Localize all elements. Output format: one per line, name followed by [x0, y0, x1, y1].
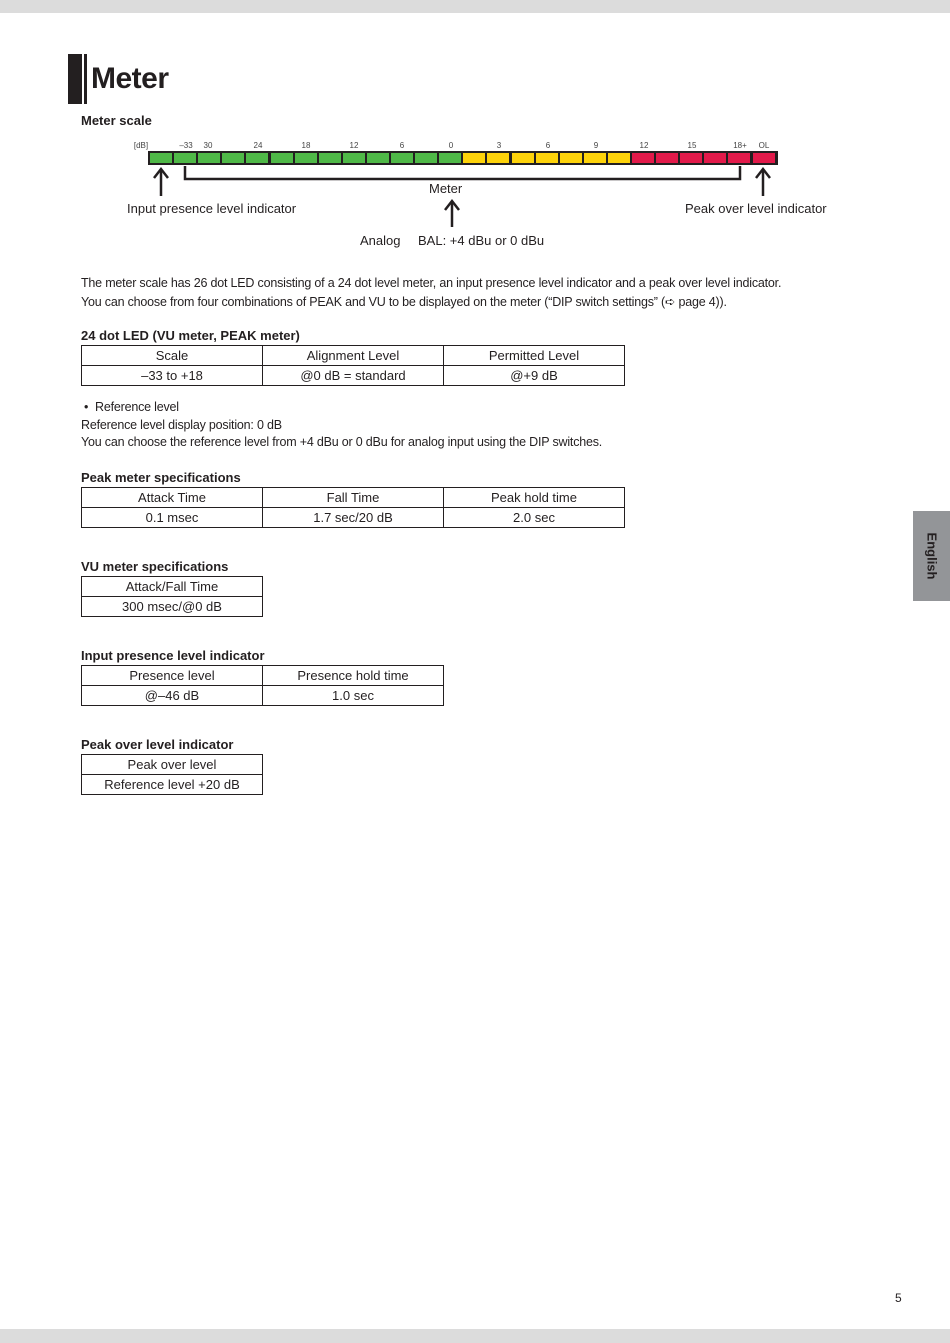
peak-header-hold: Peak hold time: [444, 488, 625, 508]
reference-line-2: You can choose the reference level from +4 dBu or 0 dBu for analog input using the DIP switches.: [81, 435, 603, 449]
dot-led-header-alignment: Alignment Level: [263, 346, 444, 366]
vu-value-attack-fall: 300 msec/@0 dB: [82, 597, 263, 617]
peak-header-fall: Fall Time: [263, 488, 444, 508]
peak-header-attack: Attack Time: [82, 488, 263, 508]
dot-led-header-permitted: Permitted Level: [444, 346, 625, 366]
language-tab[interactable]: [913, 511, 950, 601]
peak-over-heading: Peak over level indicator: [81, 737, 234, 752]
page-number: 5: [895, 1291, 902, 1305]
presence-value-hold: 1.0 sec: [263, 686, 444, 706]
page-title: Meter: [91, 62, 169, 95]
reference-bullet: •: [84, 400, 89, 414]
meter-tick-label: 15: [687, 141, 697, 150]
dot-led-heading: 24 dot LED (VU meter, PEAK meter): [81, 328, 300, 343]
input-presence-heading: Input presence level indicator: [81, 648, 265, 663]
meter-tick-label: 24: [253, 141, 263, 150]
peak-over-table: [81, 754, 263, 795]
meter-tick-label: 6: [399, 141, 405, 150]
vu-meter-heading: VU meter specifications: [81, 559, 229, 574]
dot-led-value-alignment: @0 dB = standard: [263, 366, 444, 386]
db-unit-label: [dB]: [133, 141, 149, 150]
peak-meter-table: [81, 487, 625, 528]
bal-label: BAL: +4 dBu or 0 dBu: [418, 233, 545, 248]
dot-led-value-scale: –33 to +18: [82, 366, 263, 386]
meter-tick-label: 6: [545, 141, 551, 150]
dot-led-table: [81, 345, 625, 386]
meter-tick-label: 12: [639, 141, 649, 150]
meter-diagram: [0, 0, 950, 260]
presence-header-level: Presence level: [82, 666, 263, 686]
meter-tick-label: 18: [301, 141, 311, 150]
peak-value-attack: 0.1 msec: [82, 508, 263, 528]
peak-value-hold: 2.0 sec: [444, 508, 625, 528]
input-presence-table: [81, 665, 444, 706]
vu-meter-table: [81, 576, 263, 617]
meter-tick-label: 12: [349, 141, 359, 150]
peak-value-fall: 1.7 sec/20 dB: [263, 508, 444, 528]
meter-label: Meter: [429, 181, 463, 196]
bottom-band: [0, 1329, 950, 1343]
meter-arrows: [0, 0, 950, 260]
presence-value-level: @–46 dB: [82, 686, 263, 706]
input-presence-label: Input presence level indicator: [127, 201, 297, 216]
language-tab-label: English: [924, 532, 939, 580]
meter-tick-label: 9: [593, 141, 599, 150]
analog-label: Analog: [360, 233, 401, 248]
vu-header-attack-fall: Attack/Fall Time: [82, 577, 263, 597]
peak-over-label: Peak over level indicator: [685, 201, 827, 216]
peak-over-header: Peak over level: [82, 755, 263, 775]
intro-line-2: You can choose from four combinations of PEAK and VU to be displayed on the meter (“DIP switch settings” (➪ page 4)).: [81, 295, 727, 309]
peak-meter-heading: Peak meter specifications: [81, 470, 241, 485]
meter-tick-label: 3: [496, 141, 502, 150]
meter-scale-heading: Meter scale: [81, 113, 152, 128]
intro-line-1: The meter scale has 26 dot LED consisting of a 24 dot level meter, an input presence level indicator and a peak over level indicator.: [81, 276, 782, 290]
meter-bracket: [185, 166, 740, 179]
meter-tick-label: 0: [448, 141, 454, 150]
meter-tick-label: 18+: [733, 141, 747, 150]
dot-led-value-permitted: @+9 dB: [444, 366, 625, 386]
meter-tick-label: –33: [179, 141, 193, 150]
meter-tick-label: OL: [758, 141, 770, 150]
peak-over-value: Reference level +20 dB: [82, 775, 263, 795]
meter-tick-label: 30: [203, 141, 213, 150]
dot-led-header-scale: Scale: [82, 346, 263, 366]
reference-bullet-text: Reference level: [95, 400, 179, 414]
reference-line-1: Reference level display position: 0 dB: [81, 418, 282, 432]
presence-header-hold: Presence hold time: [263, 666, 444, 686]
